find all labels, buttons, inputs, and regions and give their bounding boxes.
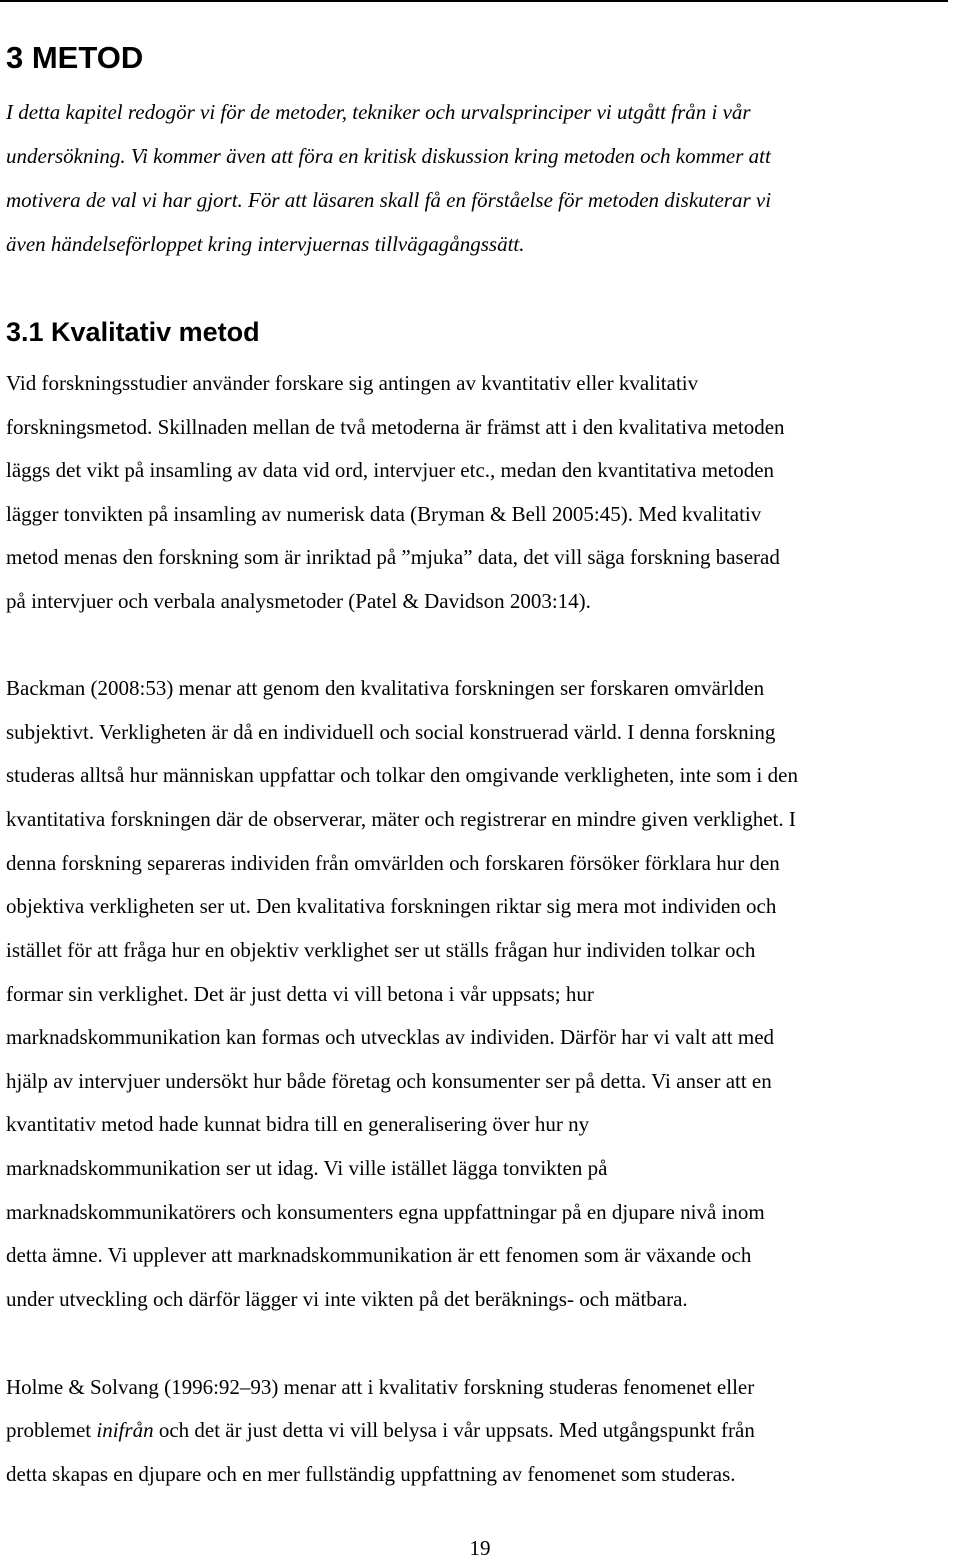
paragraph-line [6, 1416, 755, 1444]
paragraph-line: kvantitativ metod hade kunnat bidra till en generalisering över hur ny [6, 1112, 590, 1136]
intro-line: även händelseförloppet kring intervjuernas tillvägagångssätt. [6, 232, 525, 256]
header-rule [0, 0, 948, 2]
paragraph-line: Vid forskningsstudier använder forskare sig antingen av kvantitativ eller kvalitativ [6, 371, 699, 395]
paragraph-line: lägger tonvikten på insamling av numerisk data (Bryman & Bell 2005:45). Med kvalitativ [6, 502, 762, 526]
emphasis-text: inifrån [96, 1418, 154, 1442]
page-number: 19 [469, 1536, 491, 1560]
paragraph-line: objektiva verkligheten ser ut. Den kvalitativa forskningen riktar sig mera mot individen och [6, 894, 777, 918]
paragraph-line: formar sin verklighet. Det är just detta vi vill betona i vår uppsats; hur [6, 982, 594, 1006]
paragraph-line: istället för att fråga hur en objektiv verklighet ser ut ställs frågan hur individen tolkar och [6, 938, 756, 962]
paragraph-line: studeras alltså hur människan uppfattar och tolkar den omgivande verkligheten, inte som i den [6, 763, 798, 787]
paragraph-line: hjälp av intervjuer undersökt hur både företag och konsumenter ser på detta. Vi anser att en [6, 1069, 772, 1093]
paragraph-line: denna forskning separeras individen från omvärlden och forskaren försöker förklara hur den [6, 851, 780, 875]
paragraph-line: läggs det vikt på insamling av data vid ord, intervjuer etc., medan den kvantitativa metoden [6, 458, 775, 482]
intro-line: motivera de val vi har gjort. För att läsaren skall få en förståelse för metoden diskuterar vi [6, 188, 772, 212]
paragraph-line: under utveckling och därför lägger vi inte vikten på det beräknings- och mätbara. [6, 1287, 688, 1311]
section-heading: 3.1 Kvalitativ metod [6, 317, 260, 347]
paragraph-line: kvantitativa forskningen där de observerar, mäter och registrerar en mindre given verklighet. I [6, 807, 796, 831]
paragraph-line: marknadskommunikatörers och konsumenters egna uppfattningar på en djupare nivå inom [6, 1200, 765, 1224]
paragraph-line: forskningsmetod. Skillnaden mellan de två metoderna är främst att i den kvalitativa metoden [6, 415, 785, 439]
paragraph-line: detta ämne. Vi upplever att marknadskommunikation är ett fenomen som är växande och [6, 1243, 752, 1267]
chapter-heading: 3 METOD [6, 40, 144, 75]
intro-line: I detta kapitel redogör vi för de metoder, tekniker och urvalsprinciper vi utgått från i vår [6, 100, 751, 124]
paragraph-line: Backman (2008:53) menar att genom den kvalitativa forskningen ser forskaren omvärlden [6, 676, 765, 700]
paragraph-line: Holme & Solvang (1996:92–93) menar att i kvalitativ forskning studeras fenomenet eller [6, 1375, 755, 1399]
paragraph-line: detta skapas en djupare och en mer fullständig uppfattning av fenomenet som studeras. [6, 1462, 736, 1486]
paragraph-line: marknadskommunikation ser ut idag. Vi ville istället lägga tonvikten på [6, 1156, 608, 1180]
text-run: och det är just detta vi vill belysa i vår uppsats. Med utgångspunkt från [153, 1418, 755, 1442]
intro-line: undersökning. Vi kommer även att föra en kritisk diskussion kring metoden och kommer att [6, 144, 771, 168]
paragraph-line: marknadskommunikation kan formas och utvecklas av individen. Därför har vi valt att med [6, 1025, 775, 1049]
paragraph-line: på intervjuer och verbala analysmetoder (Patel & Davidson 2003:14). [6, 589, 591, 613]
paragraph-line: subjektivt. Verkligheten är då en individuell och social konstruerad värld. I denna forskning [6, 720, 776, 744]
paragraph-line: metod menas den forskning som är inriktad på ”mjuka” data, det vill säga forskning baserad [6, 545, 780, 569]
text-run: problemet [6, 1418, 97, 1442]
